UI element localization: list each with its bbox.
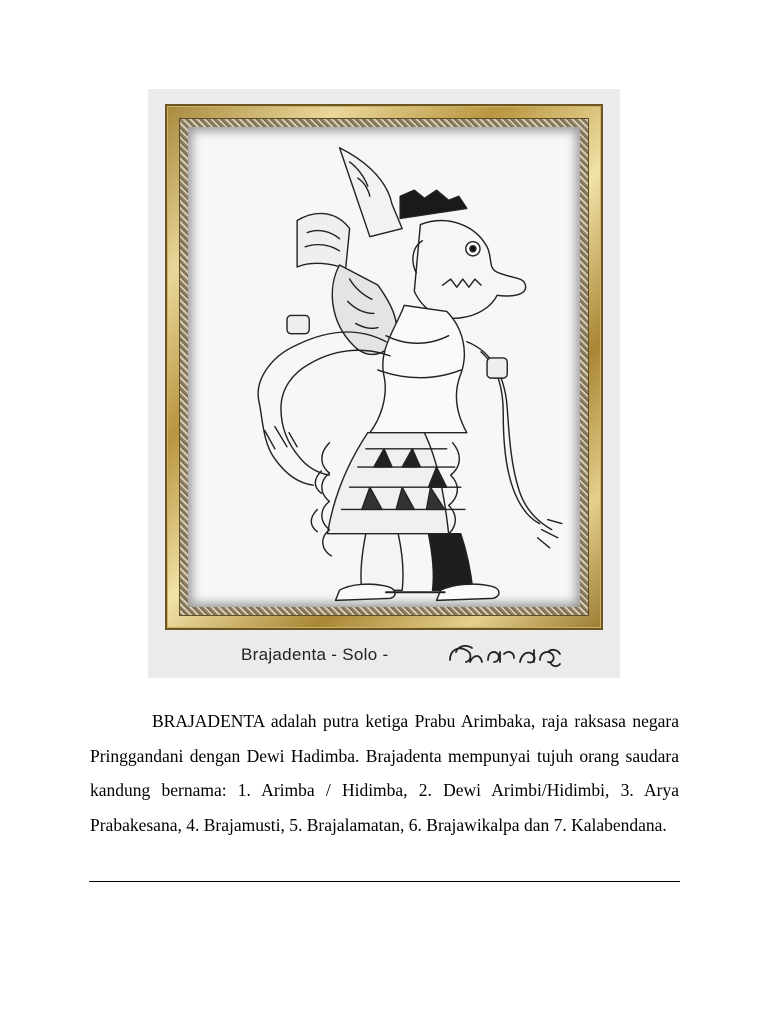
- caption-text: Brajadenta - Solo -: [241, 645, 389, 664]
- javanese-script-glyphs-icon: [446, 640, 564, 672]
- wayang-puppet-illustration-icon: [188, 127, 580, 607]
- figure-panel: [148, 89, 620, 678]
- picture-mat: [188, 127, 580, 607]
- body-paragraph: BRAJADENTA adalah putra ketiga Prabu Arimbaka, raja raksasa negara Pringgandani dengan Dewi Hadimba. Brajadenta mempunyai tujuh orang saudara kandung bernama: 1. Arimba / Hidimba, 2. Dewi Arimbi/Hidimbi, 3. Arya Prabakesana, 4. Brajamusti, 5. Brajalamatan, 6. Brajawikalpa dan 7. Kalabendana.: [90, 711, 679, 835]
- horizontal-rule: [89, 881, 680, 882]
- picture-frame: [165, 104, 603, 630]
- frame-ornament: [179, 118, 589, 616]
